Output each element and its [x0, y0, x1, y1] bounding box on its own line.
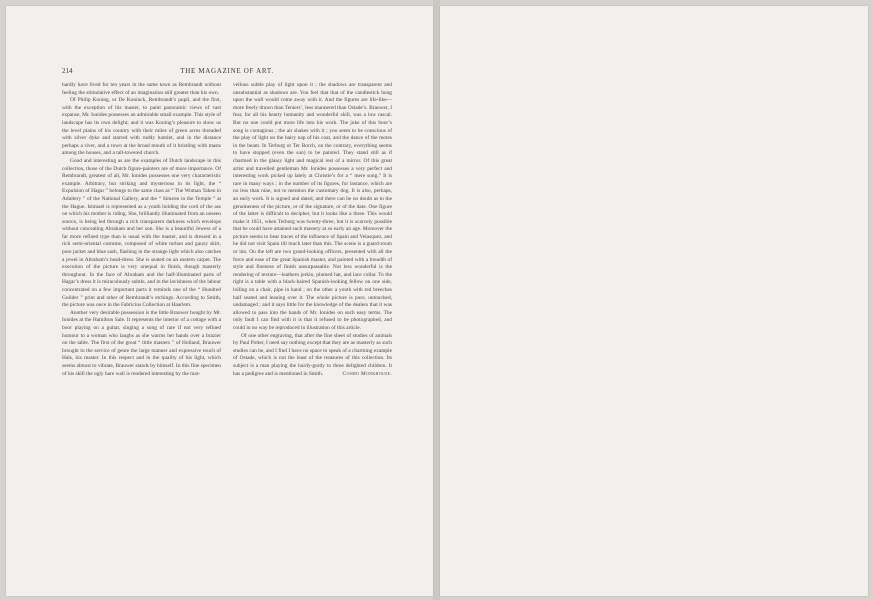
- paragraph: Another very desirable possession is the little Brauwer bought by Mr. Ionides at the Hamilton Sale. It represents the interior of a cottage with a boor playing on a guitar, singing a song of rare if not very refined humour to a woman who laughs as she warms her hands over a brazier on the table. The first of the great “ little masters ” of Holland, Brauwer brought to the service of genre the large manner and expressive touch of Hals, his master. In this respect and in the quality of his light, which seems almost to vibrate, Brauwer stands by himself. In this fine specimen of his skill the ugly bare wall is rendered interesting by the mar-: [62, 309, 221, 377]
- right-page-blank: [440, 6, 868, 596]
- paragraph: Good and interesting as are the examples of Dutch landscape in this collection, those of the Dutch figure-painters are of more importance. Of Rembrandt, greatest of all, Mr. Ionides possesses one very characteristic example. Arbitrary, but striking and mysterious in its light, the “ Expulsion of Hagar ” belongs to the same class as “ The Woman Taken in Adultery ” of the National Gallery, and the “ Simeon in the Temple ” at the Hague. Ishmael is represented as a youth holding the cord of the ass on which his mother is riding. She, brilliantly illuminated from an unseen source, is being led through a rich transparent darkness which envelops without concealing Abraham and her son. She is a beautiful Jewess of a far more refined type than is usual with the master, and is dressed in a rich semi-oriental costume, composed of white turban and gauzy skirt, pure jacket and blue sash, flashing in the strange light which also catches a jewel in Abraham’s head-dress. She is seated on an eastern carpet. The execution of the picture is very unequal in finish, though masterly throughout. In the face of Abraham and the half-illuminated parts of Hagar’s dress it is miraculously subtle, and in the lavishness of the labour concentrated on a few important parts it reminds one of the “ Hundred Guilder ” print and other of Rembrandt’s etchings. According to Smith, the picture was once in the Fabricius Collection at Haarlem.: [62, 157, 221, 309]
- text-column-left: [62, 82, 221, 378]
- paragraph-text: Of one other engraving, that after the fine sheet of studies of animals by Paul Potter, I need say nothing except that they are as masterly as such studies can be, and I find I have no space to speak of a charming example of Ostade, which is not the least of the treasures of this collection. Its subject is a man playing the hurdy-gurdy to three delighted children. It has a pedigree and is mentioned in Smith.: [233, 332, 392, 377]
- page-gutter: [433, 0, 440, 600]
- author-signature: Cosmo Monkhouse.: [342, 370, 392, 377]
- running-title: THE MAGAZINE OF ART.: [180, 67, 274, 75]
- paragraph: vellous subtle play of light upon it ; the shadows are transparent and unsubstantial as shadows are. You feel that that of the candlestick hung upon the wall would come away with it. And the figures are life-like—more freely drawn than Teniers’, less mannered than Ostade’s. Brauwer, I fear, for all his hearty humanity and wonderful skill, was a low rascal. But no one could put more life into his work. The joke of this boor’s song is contagious ; the air shakes with it ; you seem to be conscious of the play of light on the hairy nap of his coat, and the dance of the motes in the beam. In Terburg or Ter Borch, on the contrary, everything seems to have stopped (even the sun) to be painted. They stand still as if charmed in the glassy light and magical rest of a mirror. Of this great artist and travelled gentleman Mr. Ionides possesses a very perfect and interesting work picked up lately at Christie’s for a “ mere song.” It is rare in many ways ; in the number of its figures, for instance, which are no less than nine, not to mention the customary dog. It is also, perhaps, an early work. It is signed and dated, and there can be no doubt as to the genuineness of the picture, or of the signature, or of the date. One figure of the latter is difficult to decipher, but it looks like a three. This would make it 1651, when Terburg was twenty-three, but it is scarcely possible that he could have attained such mastery at so early an age. Moreover the picture seems to bear traces of the influence of Spain and Velasquez, and he did not visit Spain till much later than this. The scene is a guard-room or inn. On the left are two grand-looking officers, presented with all the force and ease of the great Spanish master, and painted with a breadth of style and fineness of finish unsurpassable. Not less wonderful is the rendering of texture—leathern jerkin, plumed hat, and lace collar. To the right is a table with a black-haired Spanish-looking fellow on one side, lolling on a chair, pipe in hand ; on the other a youth with red breeches half seated and leaning over it. The whole picture is pure, untouched, undamaged ; and it says little for the knowledge of the dealers that it was allowed to pass into the hands of Mr. Ionides on such easy terms. The only fault I can find with it is that it refused to be photographed, and could in no way be reproduced in illustration of this article.: [233, 82, 392, 331]
- page-number: 214: [62, 67, 73, 75]
- paragraph: hardly have lived for ten years in the same town as Rembrandt without feeling the stimulative effect of an imagination still greater than his own.: [62, 82, 221, 96]
- paragraph: Of Philip Koning, or De Koninck, Rembrandt’s pupil, and the first, with the exception of his master, to paint panoramic views of vast expanse, Mr. Ionides possesses an admirable small example. This style of landscape has its own delight; and it was Koning’s pleasure to show us the level plains of his country with their miles of green acres threaded with silver dyke and starred with ruddy hamlet, and in the distance perhaps a river, and a town at the broad mouth of it bristling with masts among the houses, and a tall-towered church.: [62, 97, 221, 157]
- running-header: [62, 66, 392, 76]
- left-page: [6, 6, 433, 596]
- text-column-right: [233, 82, 392, 378]
- paragraph-with-signature: [233, 333, 392, 379]
